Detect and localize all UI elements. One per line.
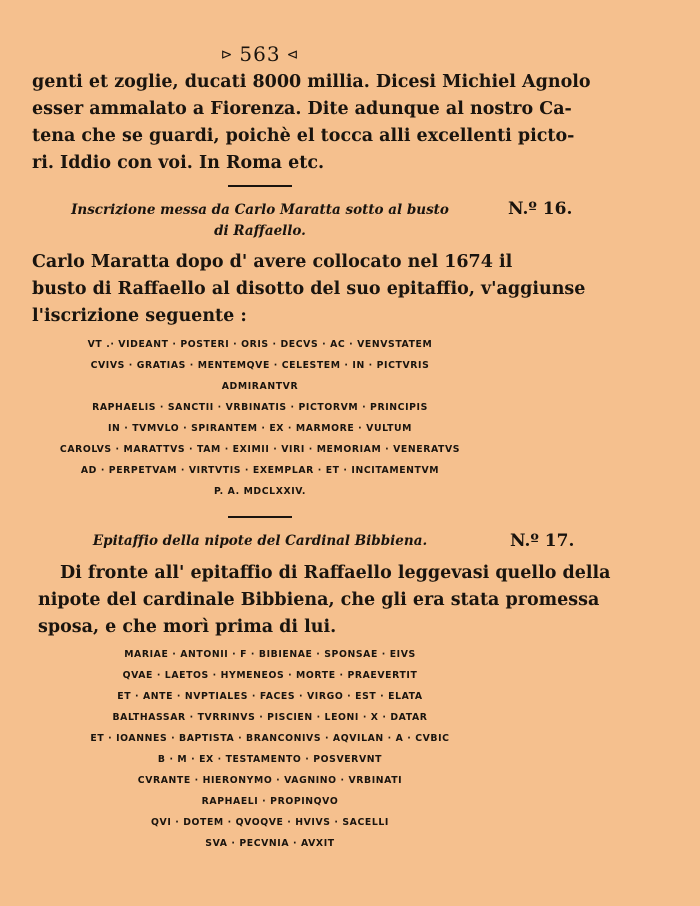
inscription-line: MARIAE · ANTONII · F · BIBIENAE · SPONSAE · EIVS <box>124 649 416 660</box>
inscription-line: ET · ANTE · NVPTIALES · FACES · VIRGO · EST · ELATA <box>117 691 423 702</box>
inscription-line: AD · PERPETVAM · VIRTVTIS · EXEMPLAR · ET · INCITAMENTVM <box>80 465 440 476</box>
section-17-inscription <box>50 644 490 854</box>
heading-line: di Raffaello. <box>214 223 306 239</box>
text-line: l'iscrizione seguente : <box>32 306 247 326</box>
inscription-line: IN · TVMVLO · SPIRANTEM · EX · MARMORE · VULTUM <box>107 423 413 434</box>
inscription-line: RAPHAELIS · SANCTII · VRBINATIS · PICTORVM · PRINCIPIS <box>92 402 428 413</box>
text-line: tena che se guardi, poichè el tocca alli excellenti picto- <box>32 126 575 146</box>
inscription-line: QVI · DOTEM · QVOQVE · HVIVS · SACELLI <box>151 817 389 828</box>
inscription-line: RAPHAELI · PROPINQVO <box>201 796 339 807</box>
inscription-line: SVA · PECVNIA · AVXIT <box>205 838 335 849</box>
section-16-heading <box>60 200 460 242</box>
page-ornament-right: ⊲ <box>286 47 300 63</box>
inscription-line: ET · IOANNES · BAPTISTA · BRANCONIVS · AQVILAN · A · CVBIC <box>90 733 450 744</box>
inscription-line: CAROLVS · MARATTVS · TAM · EXIMII · VIRI · MEMORIAM · VENERATVS <box>59 444 461 455</box>
section-17-text <box>38 560 611 641</box>
page-ornament-left: ⊳ <box>220 47 234 63</box>
inscription-line: ADMIRANTVR <box>221 381 299 392</box>
inscription-line: CVRANTE · HIERONYMO · VAGNINO · VRBINATI <box>137 775 403 786</box>
text-line: sposa, e che morì prima di lui. <box>38 617 337 637</box>
heading-line: Inscrizione messa da Carlo Maratta sotto al busto <box>71 202 449 218</box>
text-line: nipote del cardinale Bibbiena, che gli era stata promessa <box>38 590 600 610</box>
inscription-line: B · M · EX · TESTAMENTO · POSVERVNT <box>157 754 383 765</box>
text-line: Di fronte all' epitaffio di Raffaello leggevasi quello della <box>60 563 611 583</box>
inscription-line: P. A. MDCLXXIV. <box>213 486 307 497</box>
intro-paragraph <box>32 69 591 177</box>
page-number-value: 563 <box>239 42 281 66</box>
section-16-inscription <box>40 334 480 502</box>
text-line: genti et zoglie, ducati 8000 millia. Dicesi Michiel Agnolo <box>32 72 591 92</box>
section-16-text <box>32 249 586 330</box>
section-16-number: N.º 16. <box>508 199 573 219</box>
section-divider <box>228 185 292 187</box>
text-line: ri. Iddio con voi. In Roma etc. <box>32 153 325 173</box>
section-17-heading <box>60 531 460 552</box>
inscription-line: CVIVS · GRATIAS · MENTEMQVE · CELESTEM · IN · PICTVRIS <box>90 360 430 371</box>
heading-line: Epitaffio della nipote del Cardinal Bibbiena. <box>92 533 428 549</box>
inscription-line: VT .· VIDEANT · POSTERI · ORIS · DECVS · AC · VENVSTATEM <box>87 339 433 350</box>
inscription-line: QVAE · LAETOS · HYMENEOS · MORTE · PRAEVERTIT <box>122 670 418 681</box>
page-number <box>0 42 520 66</box>
text-line: Carlo Maratta dopo d' avere collocato nel 1674 il <box>32 252 513 272</box>
inscription-line: BALTHASSAR · TVRRINVS · PISCIEN · LEONI · X · DATAR <box>112 712 428 723</box>
section-17-number: N.º 17. <box>510 531 575 551</box>
section-divider <box>228 516 292 518</box>
text-line: busto di Raffaello al disotto del suo epitaffio, v'aggiunse <box>32 279 586 299</box>
text-line: esser ammalato a Fiorenza. Dite adunque al nostro Ca- <box>32 99 572 119</box>
